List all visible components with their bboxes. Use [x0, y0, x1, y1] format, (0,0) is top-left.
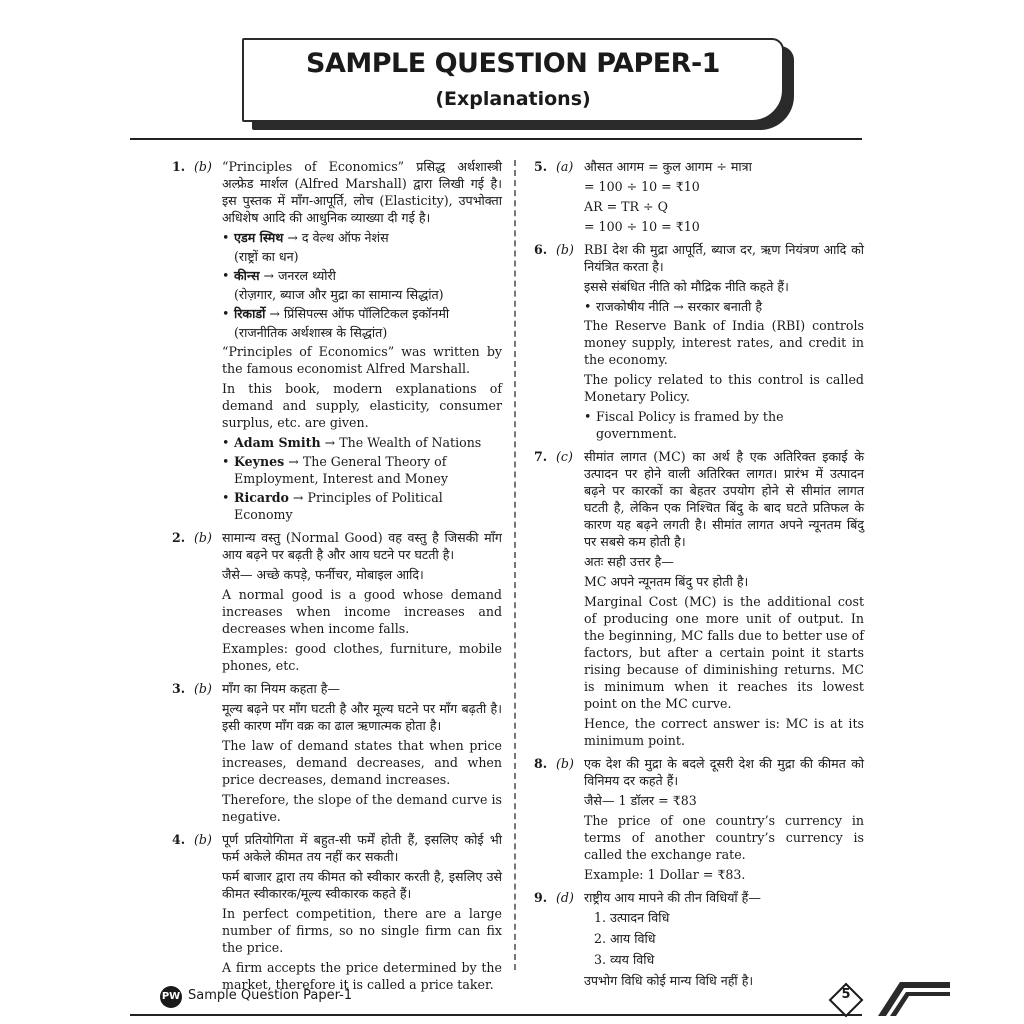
- question-number: 7.: [534, 449, 548, 464]
- question-number: 8.: [534, 756, 548, 771]
- answer-4: [172, 831, 502, 993]
- answer-option: (c): [556, 449, 573, 464]
- answer-option: (b): [556, 242, 574, 257]
- header-rule: [130, 138, 862, 140]
- english-text: The law of demand states that when price increases, demand decreases, and when price decreases, demand increases.: [222, 738, 502, 787]
- left-column: [172, 158, 502, 999]
- answer-8: [534, 755, 864, 883]
- hindi-text: राष्ट्रीय आय मापने की तीन विधियाँ हैं—: [584, 890, 761, 905]
- bullet-item: [222, 305, 502, 322]
- answer-option: (b): [194, 530, 212, 545]
- answer-option: (a): [556, 159, 574, 174]
- answer-1: [172, 158, 502, 523]
- english-text: A normal good is a good whose demand increases when income increases and decreases when income falls.: [222, 587, 502, 636]
- english-text: In this book, modern explanations of demand and supply, elasticity, consumer surplus, etc. are given.: [222, 381, 502, 430]
- question-number: 2.: [172, 530, 186, 545]
- bullet-item: [222, 434, 502, 451]
- footer-corner-bar: [860, 978, 950, 1016]
- hindi-text: उपभोग विधि कोई मान्य विधि नहीं है।: [584, 973, 754, 988]
- answer-3: [172, 680, 502, 825]
- bullet-term: कीन्स: [234, 268, 260, 283]
- bullet-term: एडम स्मिथ: [234, 230, 284, 245]
- english-text: In perfect competition, there are a large number of firms, so no single firm can fix the price.: [222, 906, 502, 955]
- bullet-item: • राजकोषीय नीति → सरकार बनाती है: [584, 298, 864, 315]
- hindi-text: जैसे— अच्छे कपड़े, फर्नीचर, मोबाइल आदि।: [222, 567, 424, 582]
- bullet-text: → द वेल्थ ऑफ नेशंस: [283, 230, 389, 245]
- hindi-text: एक देश की मुद्रा के बदले दूसरी देश की मुद्रा की कीमत को विनिमय दर कहते हैं।: [584, 756, 864, 788]
- bullet-item: [222, 229, 502, 246]
- english-text: Therefore, the slope of the demand curve is negative.: [222, 792, 502, 824]
- question-number: 1.: [172, 159, 186, 174]
- english-text: Examples: good clothes, furniture, mobile phones, etc.: [222, 641, 502, 673]
- bullet-text: → जनरल थ्योरी: [259, 268, 336, 283]
- english-text: The policy related to this control is called Monetary Policy.: [584, 372, 864, 404]
- question-number: 4.: [172, 832, 186, 847]
- bullet-item: [222, 267, 502, 284]
- bullet-note: (राजनीतिक अर्थशास्त्र के सिद्धांत): [234, 325, 388, 340]
- answer-7: [534, 448, 864, 749]
- hindi-text: फर्म बाजार द्वारा तय कीमत को स्वीकार करती है, इसलिए उसे कीमत स्वीकारक/मूल्य स्वीकारक कहते हैं।: [222, 869, 502, 901]
- footer-rule: [130, 1014, 862, 1016]
- bullet-term: रिकार्डो: [234, 306, 266, 321]
- bullet-text: → Principles of Political Economy: [234, 490, 443, 522]
- formula-line: औसत आगम = कुल आगम ÷ मात्रा: [584, 159, 752, 174]
- banner-box: [242, 38, 784, 122]
- question-number: 5.: [534, 159, 548, 174]
- hindi-text: पूर्ण प्रतियोगिता में बहुत-सी फर्में होती हैं, इसलिए कोई भी फर्म अकेले कीमत तय नहीं कर सकती।: [222, 832, 502, 864]
- page-number: 5: [841, 987, 851, 1002]
- bullet-text: → The General Theory of Employment, Interest and Money: [234, 454, 448, 486]
- english-text: Marginal Cost (MC) is the additional cost of producing one more unit of output. In the beginning, MC falls due to better use of factors, but after a certain point it starts rising because of diminishing returns. MC is minimum when it reaches its lowest point on the MC curve.: [584, 594, 864, 711]
- english-text: Hence, the correct answer is: MC is at its minimum point.: [584, 716, 864, 748]
- answer-option: (b): [194, 681, 212, 696]
- answer-5: [534, 158, 864, 235]
- answer-6: [534, 241, 864, 442]
- list-item: 2. आय विधि: [594, 931, 656, 946]
- hindi-text: मूल्य बढ़ने पर माँग घटती है और मूल्य घटने पर माँग बढ़ती है। इसी कारण माँग वक्र का ढाल ऋणात्मक होता है।: [222, 701, 502, 733]
- answer-option: (b): [194, 832, 212, 847]
- hindi-text: सामान्य वस्तु (Normal Good) वह वस्तु है जिसकी माँग आय बढ़ने पर बढ़ती है और आय घटने पर घटती है।: [222, 530, 502, 562]
- bullet-note: (राष्ट्रों का धन): [234, 249, 299, 264]
- page-subtitle: (Explanations): [435, 88, 591, 110]
- bullet-text: → The Wealth of Nations: [320, 435, 482, 450]
- bullet-item: [222, 453, 502, 487]
- english-text: Example: 1 Dollar = ₹83.: [584, 867, 746, 882]
- page-title: SAMPLE QUESTION PAPER-1: [306, 48, 720, 79]
- bullet-term: Ricardo: [234, 490, 289, 505]
- question-number: 9.: [534, 890, 548, 905]
- hindi-text: इससे संबंधित नीति को मौद्रिक नीति कहते हैं।: [584, 279, 789, 294]
- hindi-text: RBI देश की मुद्रा आपूर्ति, ब्याज दर, ऋण नियंत्रण आदि को नियंत्रित करता है।: [584, 242, 864, 274]
- answer-option: (b): [194, 159, 212, 174]
- english-text: “Principles of Economics” was written by the famous economist Alfred Marshall.: [222, 344, 502, 376]
- question-number: 3.: [172, 681, 186, 696]
- answer-option: (b): [556, 756, 574, 771]
- bullet-item: • Fiscal Policy is framed by the government.: [584, 408, 864, 442]
- answer-option: (d): [556, 890, 574, 905]
- hindi-text: अतः सही उत्तर है—: [584, 554, 674, 569]
- bullet-item: [222, 489, 502, 523]
- column-divider: [514, 160, 516, 970]
- list-item: 3. व्यय विधि: [594, 952, 655, 967]
- footer-label: Sample Question Paper-1: [188, 988, 353, 1003]
- hindi-text: “Principles of Economics” प्रसिद्ध अर्थशास्त्री अल्फ्रेड मार्शल (Alfred Marshall) द्वारा लिखी गई है। इस पुस्तक में माँग-आपूर्ति, लोच (Elasticity), उपभोक्ता अधिशेष आदि की आधुनिक व्याख्या दी गई है।: [222, 159, 502, 225]
- hindi-text: माँग का नियम कहता है—: [222, 681, 340, 696]
- right-column: [534, 158, 864, 995]
- answer-9: [534, 889, 864, 989]
- hindi-text: जैसे— 1 डॉलर = ₹83: [584, 793, 697, 808]
- formula-line: = 100 ÷ 10 = ₹10: [584, 219, 700, 234]
- english-text: The Reserve Bank of India (RBI) controls money supply, interest rates, and credit in the economy.: [584, 318, 864, 367]
- hindi-text: सीमांत लागत (MC) का अर्थ है एक अतिरिक्त इकाई के उत्पादन पर होने वाली अतिरिक्त लागत। प्रारंभ में उत्पादन बढ़ने पर कारकों का बेहतर उपयोग होने से सीमांत लागत घटती है, लेकिन एक निश्चित बिंदु के बाद घटते प्रतिफल के कारण यह बढ़ने लगती है। सीमांत लागत अपने न्यूनतम बिंदु पर सबसे कम होती है।: [584, 449, 864, 549]
- bullet-text: → प्रिंसिपल्स ऑफ पॉलिटिकल इकॉनमी: [265, 306, 450, 321]
- publisher-logo-icon: PW: [160, 986, 182, 1008]
- title-banner: [242, 38, 784, 122]
- bullet-term: Adam Smith: [234, 435, 321, 450]
- bullet-note: (रोज़गार, ब्याज और मुद्रा का सामान्य सिद्धांत): [234, 287, 444, 302]
- answer-2: [172, 529, 502, 674]
- question-number: 6.: [534, 242, 548, 257]
- formula-line: AR = TR ÷ Q: [584, 199, 668, 214]
- bullet-term: Keynes: [234, 454, 285, 469]
- english-text: The price of one country’s currency in terms of another country’s currency is called the exchange rate.: [584, 813, 864, 862]
- formula-line: = 100 ÷ 10 = ₹10: [584, 179, 700, 194]
- hindi-text: MC अपने न्यूनतम बिंदु पर होती है।: [584, 574, 749, 589]
- list-item: 1. उत्पादन विधि: [594, 910, 670, 925]
- english-text: A firm accepts the price determined by the market, therefore it is called a price taker.: [222, 960, 502, 992]
